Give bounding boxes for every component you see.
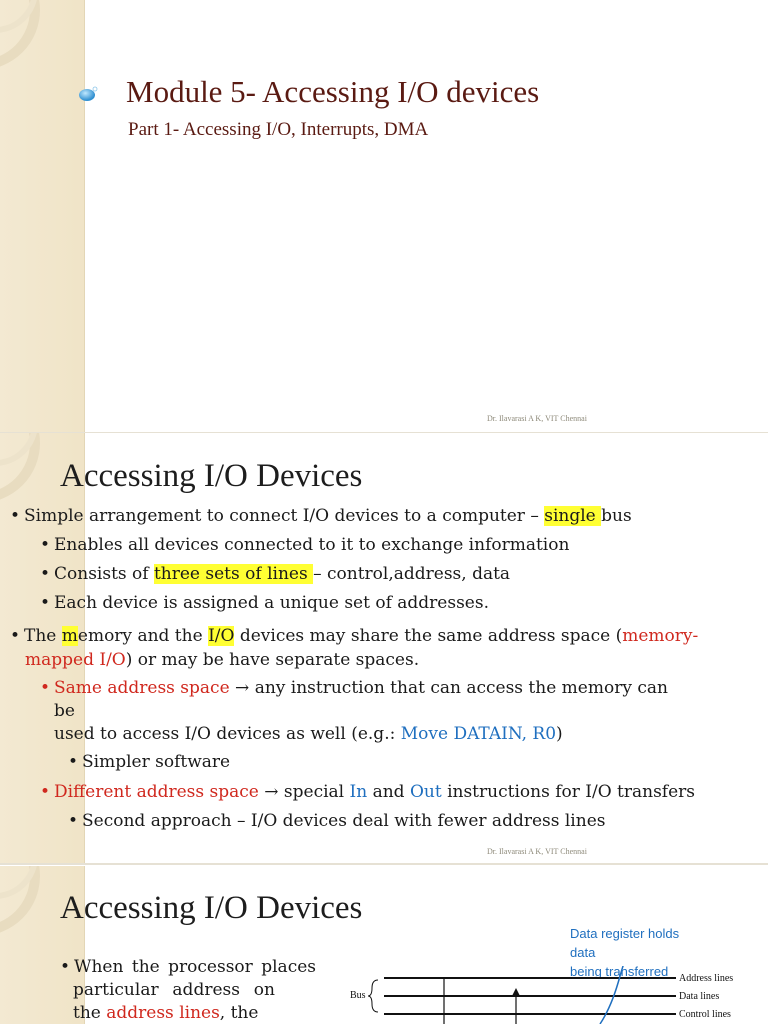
- slide-subtitle: Part 1- Accessing I/O, Interrupts, DMA: [128, 119, 429, 140]
- bullet-same-address-space: • Same address space → any instruction that can access the memory can: [40, 678, 668, 698]
- bullet-exchange-info: • Enables all devices connected to it to exchange information: [40, 535, 570, 555]
- decorative-side-band: [0, 0, 85, 432]
- bullet-memory-mapped-cont: mapped I/O) or may be have separate spaces.: [25, 650, 420, 670]
- address-lines-label: Address lines: [679, 973, 734, 984]
- slide-divider: [0, 863, 768, 865]
- slide-heading: Accessing I/O Devices: [60, 458, 363, 494]
- bullet-memory-mapped: • The memory and the I/O devices may share the same address space (memory-: [10, 626, 699, 646]
- orb-bullet-icon: [78, 86, 98, 102]
- callout-line-3: being transferred: [570, 964, 669, 979]
- slide-accessing-io-1: [0, 433, 768, 863]
- data-lines-label: Data lines: [679, 991, 720, 1002]
- swirl-decoration: [0, 0, 84, 432]
- bullet-three-sets-lines: • Consists of three sets of lines – control,address, data: [40, 564, 511, 584]
- slide-accessing-io-2: [0, 866, 768, 1024]
- bullet-different-address-space: • Different address space → special In and Out instructions for I/O transfers: [40, 782, 696, 802]
- callout-line-1: Data register holds: [570, 926, 680, 941]
- paragraph-line-3: the address lines, the: [73, 1003, 259, 1023]
- bus-diagram: [340, 966, 768, 1024]
- bullet-same-address-be: be: [54, 701, 75, 721]
- bullet-second-approach: • Second approach – I/O devices deal with fewer address lines: [68, 811, 606, 831]
- slide-title: [0, 0, 768, 432]
- bus-label: Bus: [350, 990, 366, 1001]
- bullet-single-bus: • Simple arrangement to connect I/O devices to a computer – single bus: [10, 506, 632, 526]
- paragraph-line-2: particular address on: [73, 980, 275, 1000]
- slide-title-text: Module 5- Accessing I/O devices: [126, 74, 540, 109]
- slide-footer: Dr. Ilavarasi A K, VIT Chennai: [487, 847, 587, 856]
- bullet-simpler-software: • Simpler software: [68, 752, 231, 772]
- control-lines-label: Control lines: [679, 1009, 731, 1020]
- bullet-unique-addresses: • Each device is assigned a unique set of addresses.: [40, 593, 489, 613]
- paragraph-line-1: • When the processor places: [60, 957, 316, 977]
- bullet-same-address-cont: used to access I/O devices as well (e.g.: Move DATAIN, R0): [54, 724, 563, 744]
- slide-footer: Dr. Ilavarasi A K, VIT Chennai: [487, 414, 587, 423]
- slide-heading: Accessing I/O Devices: [60, 890, 363, 926]
- callout-line-2: data: [570, 945, 596, 960]
